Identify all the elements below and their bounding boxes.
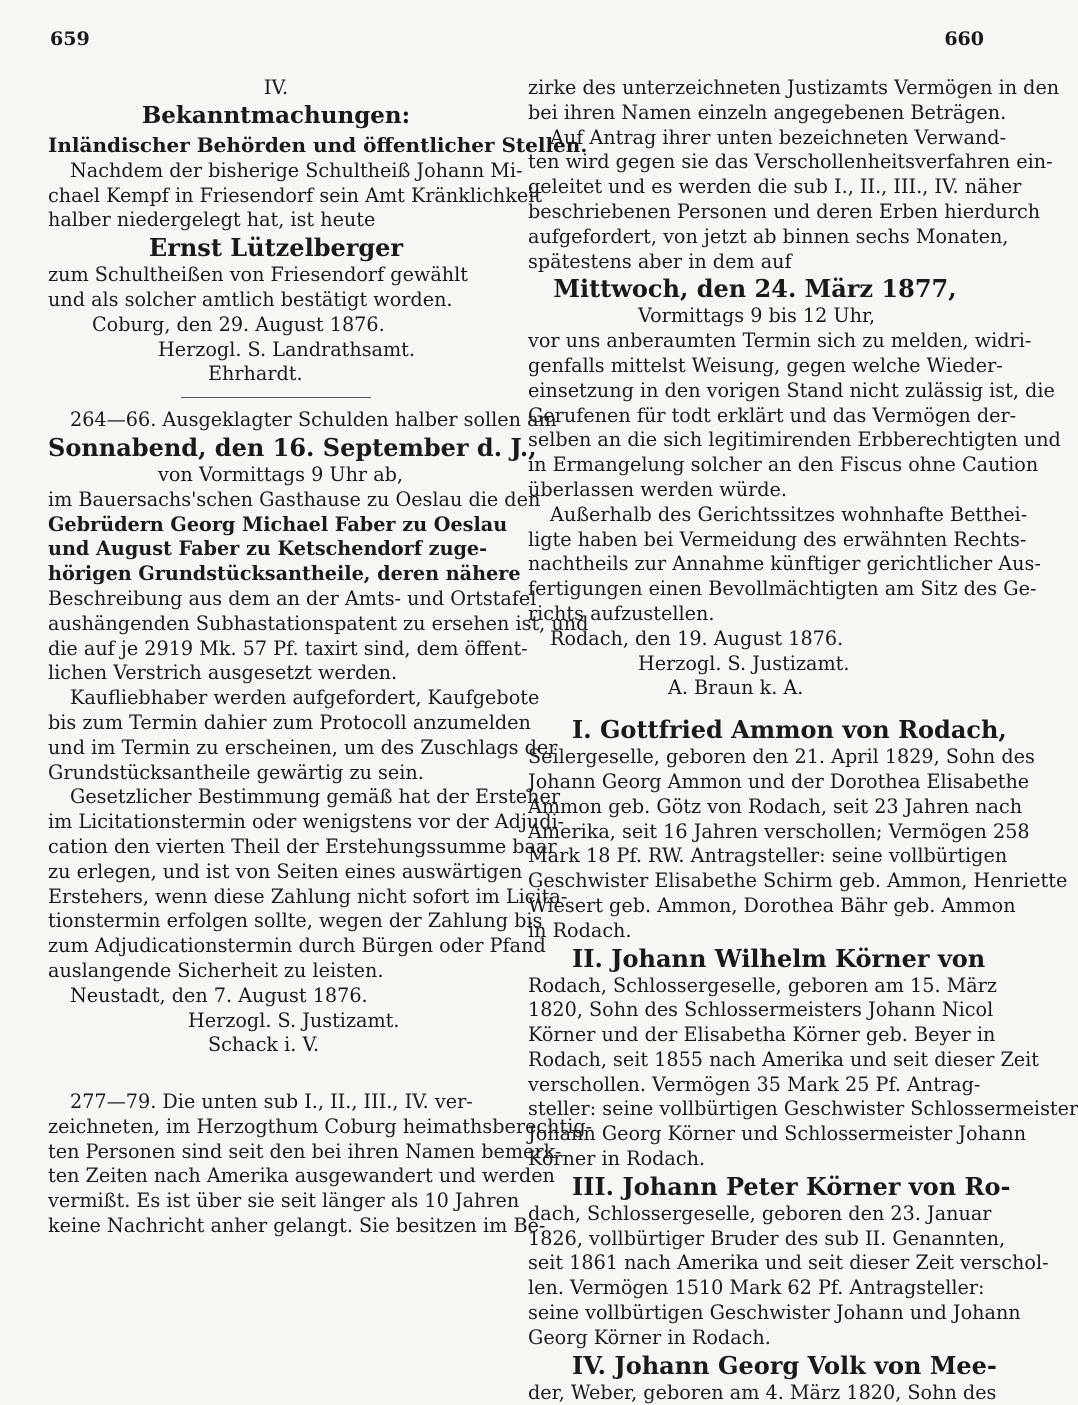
text-line: Amerika, seit 16 Jahren verschollen; Vermögen 258 xyxy=(528,819,1030,843)
text-line: Rodach, den 19. August 1876. xyxy=(550,626,844,650)
text-line: ten Personen sind seit den bei ihren Namen bemerk- xyxy=(48,1139,562,1163)
text-line: zum Schultheißen von Friesendorf gewählt xyxy=(48,263,468,287)
text-line: hörigen Grundstücksantheile, deren nähere xyxy=(48,562,521,586)
text-line: Kaufliebhaber werden aufgefordert, Kaufgebote xyxy=(70,686,540,710)
text-line: Vormittags 9 bis 12 Uhr, xyxy=(638,304,876,328)
text-line: Außerhalb des Gerichtssitzes wohnhafte Betthei- xyxy=(550,502,1028,526)
text-line: halber niedergelegt hat, ist heute xyxy=(48,208,376,232)
text-line: len. Vermögen 1510 Mark 62 Pf. Antragsteller: xyxy=(528,1276,985,1300)
text-line: A. Braun k. A. xyxy=(668,676,804,700)
text-line: IV. xyxy=(263,76,289,99)
text-line: I. Gottfried Ammon von Rodach, xyxy=(572,715,1007,745)
text-line: Ehrhardt. xyxy=(208,362,303,386)
text-line: tionstermin erfolgen sollte, wegen der Zahlung bis xyxy=(48,909,543,933)
text-line: zirke des unterzeichneten Justizamts Vermögen in den xyxy=(528,76,1060,99)
text-line: genfalls mittelst Weisung, gegen welche Wieder- xyxy=(528,353,1003,377)
text-line: fertigungen einen Bevollmächtigten am Sitz des Ge- xyxy=(528,577,1037,601)
text-line: nachtheils zur Annahme künftiger gerichtlicher Aus- xyxy=(528,552,1041,576)
text-line: Gebrüdern Georg Michael Faber zu Oeslau xyxy=(48,512,508,536)
text-line: Seilergeselle, geboren den 21. April 1829, Sohn des xyxy=(528,745,1035,769)
text-line: einsetzung in den vorigen Stand nicht zulässig ist, die xyxy=(528,378,1055,402)
text-line: seit 1861 nach Amerika und seit dieser Zeit verschol- xyxy=(528,1251,1049,1275)
text-line: Geschwister Elisabethe Schirm geb. Ammon, Henriette xyxy=(528,869,1068,893)
text-line: Johann Georg Körner und Schlossermeister Johann xyxy=(528,1122,1027,1146)
text-line: Georg Körner in Rodach. xyxy=(528,1325,771,1349)
text-line: Herzogl. S. Landrathsamt. xyxy=(158,337,415,361)
text-line: IV. Johann Georg Volk von Mee- xyxy=(572,1350,997,1380)
text-line: cation den vierten Theil der Erstehungssumme baar xyxy=(48,834,557,858)
text-line: keine Nachricht anher gelangt. Sie besitzen im Be- xyxy=(48,1214,546,1238)
page-number-right: 660 xyxy=(944,28,984,50)
text-line: Rodach, seit 1855 nach Amerika und seit dieser Zeit xyxy=(528,1047,1040,1071)
text-line: geleitet und es werden die sub I., II., III., IV. näher xyxy=(528,175,1022,199)
text-line xyxy=(528,701,982,715)
text-line: Bekanntmachungen: xyxy=(141,101,411,129)
text-line: verschollen. Vermögen 35 Mark 25 Pf. Antrag- xyxy=(528,1072,981,1096)
text-line: II. Johann Wilhelm Körner von xyxy=(572,943,986,973)
text-line: und August Faber zu Ketschendorf zuge- xyxy=(48,537,488,561)
text-line: in Rodach. xyxy=(528,918,632,942)
text-line: zu erlegen, und ist von Seiten eines auswärtigen xyxy=(48,859,523,883)
text-line: Inländischer Behörden und öffentlicher Stellen. xyxy=(48,132,588,157)
text-line: lichen Verstrich ausgesetzt werden. xyxy=(48,661,398,685)
text-line: überlassen werden würde. xyxy=(528,477,787,501)
text-line: Körner in Rodach. xyxy=(528,1147,706,1171)
text-line: aushängenden Subhastationspatent zu ersehen ist, und xyxy=(48,611,589,635)
right-column xyxy=(528,76,1078,1405)
text-line: Ammon geb. Götz von Rodach, seit 23 Jahren nach xyxy=(528,794,1023,818)
text-line: Erstehers, wenn diese Zahlung nicht sofort im Licita- xyxy=(48,884,568,908)
text-line: Mark 18 Pf. RW. Antragsteller: seine vollbürtigen xyxy=(528,844,1008,868)
text-line: Neustadt, den 7. August 1876. xyxy=(70,983,368,1007)
text-line: der, Weber, geboren am 4. März 1820, Sohn des xyxy=(528,1380,997,1404)
text-line: auslangende Sicherheit zu leisten. xyxy=(48,958,384,982)
text-line: bei ihren Namen einzeln angegebenen Beträgen. xyxy=(528,100,1007,124)
text-line: vermißt. Es ist über sie seit länger als 10 Jahren xyxy=(48,1189,520,1213)
text-line: zum Adjudicationstermin durch Bürgen oder Pfand xyxy=(48,934,546,958)
text-line: zeichneten, im Herzogthum Coburg heimathsberechtig- xyxy=(48,1114,593,1138)
text-line: vor uns anberaumten Termin sich zu melden, widri- xyxy=(528,329,1032,353)
text-line: von Vormittags 9 Uhr ab, xyxy=(158,462,404,486)
text-line: seine vollbürtigen Geschwister Johann und Johann xyxy=(528,1301,1021,1325)
text-line: und im Termin zu erscheinen, um des Zuschlags der xyxy=(48,735,558,759)
page-number-left: 659 xyxy=(50,28,90,50)
text-line: Auf Antrag ihrer unten bezeichneten Verwand- xyxy=(550,125,1007,149)
text-line: ten wird gegen sie das Verschollenheitsverfahren ein- xyxy=(528,150,1053,174)
text-line: III. Johann Peter Körner von Ro- xyxy=(572,1171,1011,1201)
text-line: bis zum Termin dahier zum Protocoll anzumelden xyxy=(48,710,531,734)
text-line xyxy=(48,1058,504,1090)
text-line: die auf je 2919 Mk. 57 Pf. taxirt sind, dem öffent- xyxy=(48,636,528,660)
text-line: steller: seine vollbürtigen Geschwister Schlossermeister xyxy=(528,1097,1078,1121)
text-line: ten Zeiten nach Amerika ausgewandert und werden xyxy=(48,1164,555,1188)
text-line: ligte haben bei Vermeidung des erwähnten Rechts- xyxy=(528,527,1027,551)
text-line: Mittwoch, den 24. März 1877, xyxy=(553,274,957,304)
text-line: Beschreibung aus dem an der Amts- und Ortstafel xyxy=(48,586,537,610)
text-line: Gesetzlicher Bestimmung gemäß hat der Ersteher xyxy=(70,785,561,809)
text-line: spätestens aber in dem auf xyxy=(528,249,792,273)
text-line: 1820, Sohn des Schlossermeisters Johann Nicol xyxy=(528,998,994,1022)
text-line: Rodach, Schlossergeselle, geboren am 15. März xyxy=(528,973,998,997)
text-line: aufgefordert, von jetzt ab binnen sechs Monaten, xyxy=(528,224,1009,248)
text-line: und als solcher amtlich bestätigt worden. xyxy=(48,287,453,311)
text-line: richts aufzustellen. xyxy=(528,601,715,625)
text-line: Herzogl. S. Justizamt. xyxy=(188,1008,400,1032)
text-line: 264—66. Ausgeklagter Schulden halber sollen am xyxy=(70,408,557,432)
text-line: Körner und der Elisabetha Körner geb. Beyer in xyxy=(528,1023,996,1047)
text-line: chael Kempf in Friesendorf sein Amt Kränklichkeit xyxy=(48,183,543,207)
text-line: Herzogl. S. Justizamt. xyxy=(638,651,850,675)
text-line: im Licitationstermin oder wenigstens vor der Adjudi- xyxy=(48,810,565,834)
text-line: beschriebenen Personen und deren Erben hierdurch xyxy=(528,199,1041,223)
text-line: 1826, vollbürtiger Bruder des sub II. Genannten, xyxy=(528,1226,1006,1250)
text-line: Coburg, den 29. August 1876. xyxy=(92,312,385,336)
text-line: 277—79. Die unten sub I., II., III., IV. ver- xyxy=(70,1090,473,1114)
text-line: Wiesert geb. Ammon, Dorothea Bähr geb. Ammon xyxy=(528,893,1016,917)
text-line: dach, Schlossergeselle, geboren den 23. Januar xyxy=(528,1201,992,1225)
text-line: in Ermangelung solcher an den Fiscus ohne Caution xyxy=(528,453,1039,477)
text-line: Ernst Lützelberger xyxy=(148,233,404,263)
text-line: Sonnabend, den 16. September d. J., xyxy=(48,432,537,462)
section-divider xyxy=(181,397,371,398)
text-line: im Bauersachs'schen Gasthause zu Oeslau die den xyxy=(48,487,541,511)
text-line: Gerufenen für todt erklärt und das Vermögen der- xyxy=(528,403,1017,427)
text-line: selben an die sich legitimirenden Erbberechtigten und xyxy=(528,428,1061,452)
text-line: Schack i. V. xyxy=(208,1033,320,1057)
text-line: Grundstücksantheile gewärtig zu sein. xyxy=(48,760,424,784)
text-line: Johann Georg Ammon und der Dorothea Elisabethe xyxy=(528,769,1030,793)
text-line: Nachdem der bisherige Schultheiß Johann Mi- xyxy=(70,158,523,182)
